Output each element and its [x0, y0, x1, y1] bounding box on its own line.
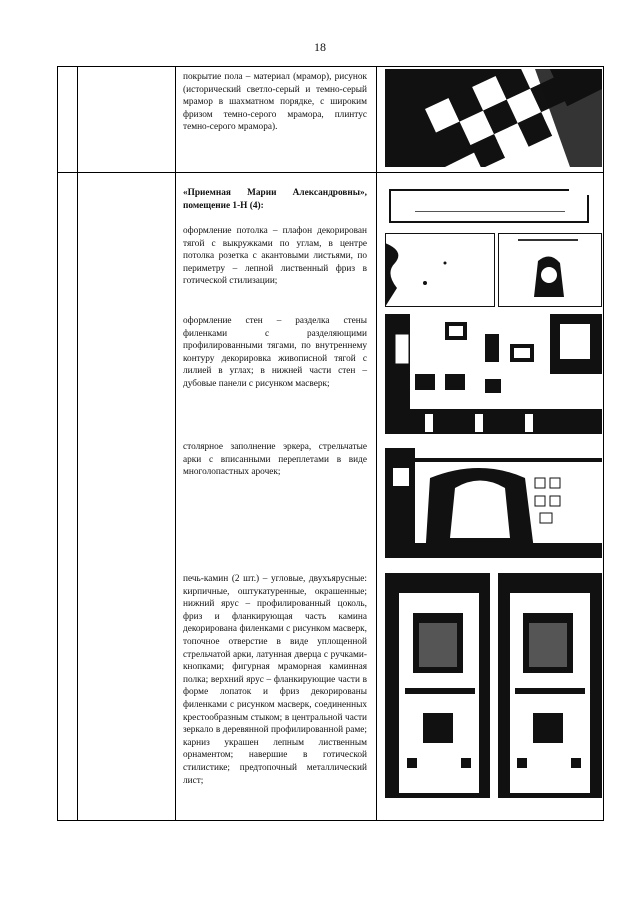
floor-description: покрытие пола – материал (мрамор), рисунок (исторический светло-серый и темно-серый мрамор в шахматном порядке, с широким фризом темно-серого мрамора, плинтус темно-серого мрамора).	[183, 72, 367, 133]
bay-window-photo	[385, 448, 602, 558]
ceiling-chandelier-photo	[498, 233, 602, 307]
table-row-divider	[58, 172, 603, 173]
description-table	[57, 66, 604, 821]
table-column-divider	[175, 67, 176, 820]
ceiling-frieze-photo	[385, 181, 602, 229]
floor-photo	[385, 69, 602, 167]
table-column-divider	[376, 67, 377, 820]
stove-fireplace-description: печь-камин (2 шт.) – угловые, двухъярусные: кирпичные, оштукатуренные, окрашенные; нижний ярус – профилированный цоколь, фриз и фланкирующая часть камина декорирована филенками с рисунком масверк, топочное отверстие в виде уплощенной стрельчатой арки, латунная дверца с ручками-кнопками; фигурная мраморная каминная полка; верхний ярус – фланкирующие части в форме лопаток и фриз декорированы филенками с рисунком масверк, соединенных крестообразным стыком; в центральной части зеркало в деревянной профилированной раме; карниз украшен лепным лиственным орнаментом; навершие в готической стилистике; предтопочный металлический лист;	[183, 574, 367, 786]
table-column-divider	[77, 67, 78, 820]
walls-paintings-photo	[385, 314, 602, 434]
stove-fireplace-photo	[385, 573, 602, 798]
bay-window-description: столярное заполнение эркера, стрельчатые арки с вписанными переплетами в виде многолопастных арочек;	[183, 442, 367, 478]
walls-description: оформление стен – разделка стены филенками с разделяющими профилированными тягами, по внутреннему контуру декорировка живописной тягой с лилией в углах; в нижней части стен – дубовые панели с рисунком масверк;	[183, 316, 367, 389]
ceiling-description: оформление потолка – плафон декорирован тягой с выкружками по углам, в центре потолка розетка с акантовыми листьями, по периметру – лепной лиственный фриз в готической стилизации;	[183, 226, 367, 287]
ceiling-rosette-photo	[385, 233, 495, 307]
page-number: 18	[314, 40, 326, 54]
room-heading: «Приемная Марии Александровны», помещение 1-Н (4):	[183, 188, 367, 211]
